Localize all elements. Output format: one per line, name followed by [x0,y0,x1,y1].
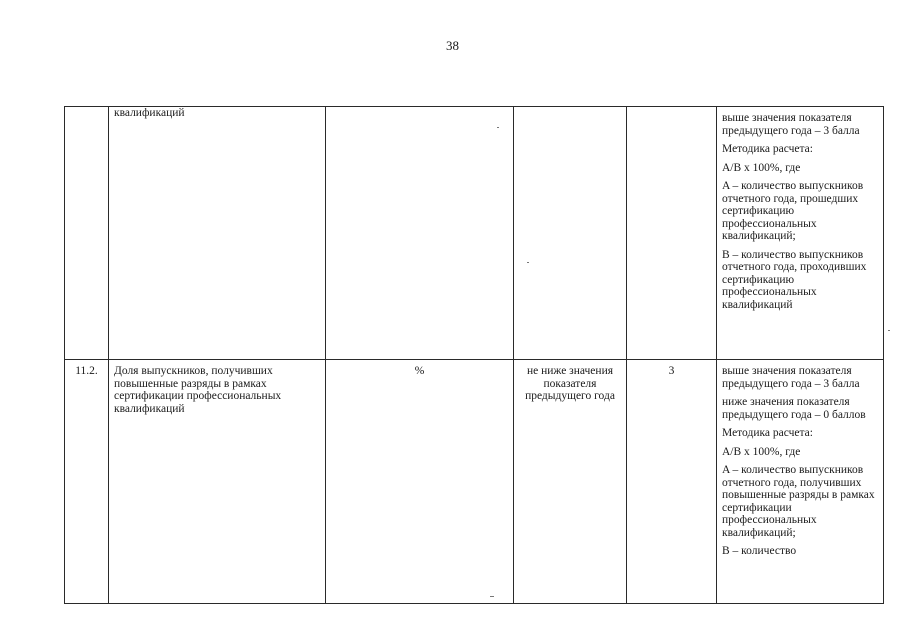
unit-cell: % [326,360,514,604]
criteria-text: A – количество выпускников отчетного года, прошедших сертификацию профессиональных квалификаций; [722,180,864,242]
target-value-cell [514,107,627,360]
indicator-name-cell: квалификаций [109,107,326,360]
criteria-text: A/B x 100%, где [722,445,801,458]
page-number: 38 [446,38,459,53]
criteria-text: Методика расчета: [722,427,813,439]
row-number-cell [65,107,109,360]
score-cell [627,107,717,360]
score-cell: 3 [627,360,717,604]
criteria-text: A/B x 100%, где [722,161,801,174]
criteria-text: выше значения показателя предыдущего года – 3 балла [722,112,860,137]
criteria-text: B – количество [722,545,797,557]
criteria-table [64,106,884,604]
scan-speck [888,330,890,331]
criteria-cell [717,107,884,360]
scan-speck [527,262,529,263]
scan-speck [497,127,499,128]
criteria-text: A – количество выпускников отчетного года, получивших повышенные разряды в рамках сертификации профессиональных квалификаций; [722,464,875,539]
row-number-cell: 11.2. [65,360,109,604]
table-row [65,107,884,360]
criteria-text: ниже значения показателя предыдущего года – 0 баллов [722,396,866,421]
criteria-text: Методика расчета: [722,143,813,155]
unit-cell [326,107,514,360]
criteria-cell [717,360,884,604]
target-value-cell: не ниже значения показателя предыдущего года [514,360,627,604]
indicator-name-cell: Доля выпускников, получивших повышенные разряды в рамках сертификации профессиональных квалификаций [109,360,326,604]
criteria-text: B – количество выпускников отчетного года, проходивших сертификацию профессиональных квалификаций [722,248,867,311]
table-row [65,360,884,604]
criteria-text: выше значения показателя предыдущего года – 3 балла [722,365,860,390]
scan-speck [490,596,494,597]
